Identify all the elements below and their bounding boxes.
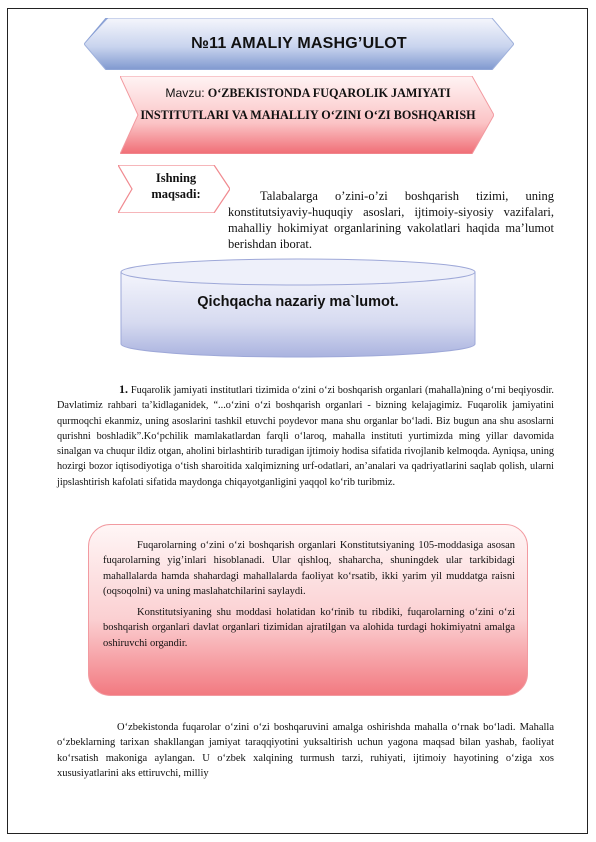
paragraph-1 (57, 382, 554, 490)
highlight-paragraph-2: Konstitutsiyaning shu moddasi holatidan ko‘rinib tu ribdiki, fuqarolarning o‘zini o‘zi boshqarish organlari davlat organlari tizimidan ajratilgan va alohida turdagi hokimiyatni amalga oshiruvchi organdir. (103, 607, 515, 649)
topic-title: O‘ZBEKISTONDA FUQAROLIK JAMIYATI INSTITUTLARI VA MAHALLIY O‘ZINI O‘ZI BOSHQARISH (140, 86, 476, 122)
highlight-text (103, 538, 515, 657)
topic-label: Mavzu: (165, 86, 205, 100)
goal-text: Talabalarga o’zini-o’zi boshqarish tizimi, uning konstitutsiyaviy-huquqiy asoslari, ijtimoiy-siyosiy vazifalari, mahalliy hokimiyat organlarining vakolatlari haqida ma’lumot berishdan iborat. (228, 189, 554, 251)
topic-heading (138, 82, 478, 126)
paragraph-number: 1. (119, 382, 128, 396)
paragraph-1-text: Fuqarolik jamiyati institutlari tizimida o‘zini o‘zi boshqarish organlari (mahalla)ning o‘rni beqiyosdir. Davlatimiz rahbari ta’kidlaganidek, “...o‘zini o‘zi boshqarish organlari - bizning kelajagimiz. Fuqarolik jamiyatini qurmoqchi ekanmiz, uning asoslarini tashkil etuvchi poydevor mana shu organlar bo‘ladi. Biz bugun ana shu asoslarni qurishni boshladik”.Ko‘pchilik mamlakatlardan farqli o‘laroq, mahalla instituti yurtimizda ming yillar davomida sinalgan va chuqur ildiz otgan, aholini birlashtirib turadigan ijtimoiy hodisa sifatida rivojlanib kelmoqda. Ayniqsa, uning hozirgi bozor iqtisodiyotiga o‘tish sharoitida xalqimizning urf-odatlari, an’analari va qadriyatlarini saqlab qolish, ularni jipslashtirish kafolati sifatida maydonga chiqayotganligini yaqqol ko‘rib turibmiz. (57, 385, 554, 488)
paragraph-2: O‘zbekistonda fuqarolar o‘zini o‘zi boshqaruvini amalga oshirishda mahalla o‘rnak bo‘ladi. Mahalla o‘zbeklarning tarixan shakllangan jamiyat taraqqiyotini yuksaltirish uchun yagona maqsad bilan yashab, faoliyat ko‘rsatish makoniga aylangan. U o‘zbek xalqining turmush tarzi, ruhiyati, ijtimoiy hayotining o‘ziga xos xususiyatlarini aks ettiruvchi, milliy (57, 722, 554, 779)
section-heading: Qichqacha nazariy ma`lumot. (197, 294, 399, 310)
highlight-paragraph-1: Fuqarolarning o‘zini o‘zi boshqarish organlari Konstitutsiyaning 105-moddasiga asosan fuqarolarning yig’inlari hisoblanadi. Ular qishloq, shaharcha, shuningdek ular tarkibidagi mahallalarda hamda shahardagi mahallalarda faoliyat ko‘rsatib, ikki yarim yil muddatga raisni (oqsoqolni) va uning maslahatchilarini saylaydi. (103, 540, 515, 597)
goal-label: Ishning maqsadi: (151, 171, 201, 201)
page-title: №11 AMALIY MASHG’ULOT (191, 35, 407, 52)
